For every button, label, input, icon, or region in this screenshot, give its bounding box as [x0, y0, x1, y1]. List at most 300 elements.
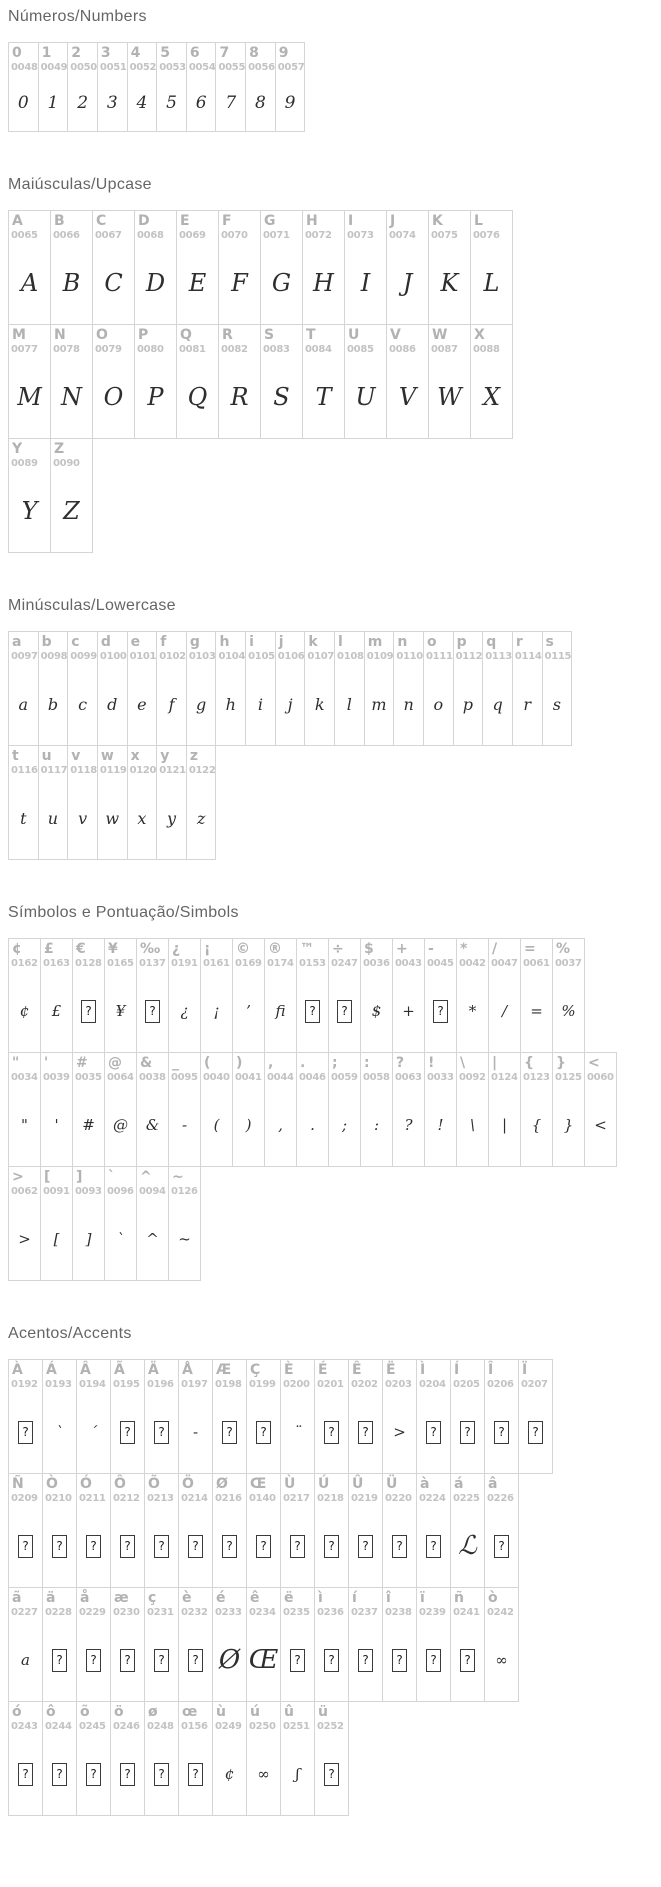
char-label: %	[556, 941, 571, 957]
glyph-cell	[349, 1588, 383, 1702]
glyph-cell	[246, 632, 276, 746]
glyph-cell	[179, 1474, 213, 1588]
missing-glyph-icon: ?	[154, 1763, 169, 1786]
char-code: 0080	[137, 344, 164, 355]
glyph-sample	[145, 1619, 178, 1701]
char-label: ö	[114, 1704, 124, 1720]
glyph-table-row	[8, 1473, 519, 1588]
glyph-sample	[425, 970, 456, 1052]
glyph-cell	[169, 1053, 201, 1167]
char-code: 0085	[347, 344, 374, 355]
glyph-cell	[111, 1474, 145, 1588]
glyph-cell	[233, 1053, 265, 1167]
char-label: 5	[160, 45, 170, 61]
char-label: x	[130, 748, 140, 764]
glyph-cell	[219, 325, 261, 439]
char-label: 8	[249, 45, 259, 61]
missing-glyph-icon: ?	[18, 1763, 33, 1786]
char-code: 0235	[283, 1607, 310, 1618]
glyph-sample: 7	[225, 92, 237, 113]
glyph-sample	[77, 1505, 110, 1587]
char-label: C	[96, 213, 107, 229]
char-label: b	[41, 634, 52, 650]
char-code: 0070	[221, 230, 248, 241]
glyph-sample	[383, 1505, 416, 1587]
glyph-cell	[9, 1702, 43, 1816]
char-code: 0140	[249, 1493, 276, 1504]
missing-glyph-icon: ?	[337, 1000, 352, 1023]
char-code: 0236	[317, 1607, 344, 1618]
glyph-cell	[145, 1360, 179, 1474]
char-label: '	[44, 1055, 49, 1071]
char-label: K	[432, 213, 443, 229]
char-code: 0116	[11, 765, 38, 776]
glyph-sample: o	[433, 694, 444, 714]
glyph-cell	[51, 211, 93, 325]
char-label: ä	[46, 1590, 56, 1606]
char-label: L	[474, 213, 483, 229]
glyph-sample: P	[147, 383, 164, 411]
glyph-cell	[485, 1474, 519, 1588]
char-label: B	[54, 213, 65, 229]
missing-glyph-icon: ?	[358, 1649, 373, 1672]
char-label: ë	[284, 1590, 294, 1606]
char-code: 0042	[459, 958, 486, 969]
glyph-cell	[261, 211, 303, 325]
missing-glyph-icon: ?	[120, 1763, 135, 1786]
glyph-cell	[43, 1474, 77, 1588]
glyph-cell	[169, 939, 201, 1053]
glyph-table-row	[8, 938, 585, 1053]
char-code: 0239	[419, 1607, 446, 1618]
glyph-cell	[213, 1360, 247, 1474]
char-label: á	[454, 1476, 464, 1492]
glyph-cell	[261, 325, 303, 439]
char-code: 0202	[351, 1379, 378, 1390]
glyph-cell	[233, 939, 265, 1053]
glyph-cell	[9, 1474, 43, 1588]
char-code: 0216	[215, 1493, 242, 1504]
glyph-cell	[97, 43, 127, 132]
char-label: t	[12, 748, 19, 764]
char-code: 0098	[40, 651, 68, 662]
char-label: O	[96, 327, 108, 343]
glyph-sample	[43, 1505, 76, 1587]
glyph-sample	[315, 1505, 348, 1587]
missing-glyph-icon: ?	[145, 1000, 160, 1023]
char-code: 0035	[75, 1072, 102, 1083]
glyph-cell	[43, 1588, 77, 1702]
glyph-sample	[213, 1391, 246, 1473]
section-title: Símbolos e Pontuação/Simbols	[8, 904, 239, 921]
char-code: 0086	[389, 344, 416, 355]
missing-glyph-icon: ?	[460, 1649, 475, 1672]
char-label: &	[140, 1055, 153, 1071]
section-upcase	[8, 176, 661, 553]
glyph-cell	[179, 1588, 213, 1702]
char-label: ó	[12, 1704, 22, 1720]
glyph-cell	[305, 632, 335, 746]
char-code: 0209	[11, 1493, 38, 1504]
char-code: 0212	[113, 1493, 140, 1504]
char-code: 0089	[11, 458, 38, 469]
glyph-sample: 8	[255, 92, 266, 113]
glyph-sample	[247, 1391, 280, 1473]
glyph-cell	[303, 325, 345, 439]
glyph-cell	[169, 1167, 201, 1281]
char-code: 0052	[129, 62, 157, 73]
char-label: r	[515, 634, 523, 650]
glyph-cell	[303, 211, 345, 325]
glyph-sample: 0	[17, 92, 29, 113]
char-label: J	[390, 213, 396, 229]
glyph-sample: £	[51, 1002, 62, 1020]
char-label: Ë	[386, 1362, 396, 1378]
missing-glyph-icon: ?	[290, 1535, 305, 1558]
glyph-cell	[68, 746, 98, 860]
glyph-sample: N	[61, 383, 82, 411]
glyph-sample: U	[355, 383, 376, 411]
char-label: ñ	[454, 1590, 464, 1606]
char-code: 0040	[203, 1072, 230, 1083]
glyph-sample: S	[273, 383, 290, 411]
glyph-sample: f	[168, 694, 175, 714]
glyph-cell	[213, 1474, 247, 1588]
glyph-cell	[451, 1474, 485, 1588]
glyph-cell	[216, 632, 246, 746]
glyph-cell	[105, 1053, 137, 1167]
glyph-sample	[417, 1505, 450, 1587]
char-code: 0096	[107, 1186, 134, 1197]
char-label: ÷	[332, 941, 344, 957]
char-label: Æ	[216, 1362, 232, 1378]
char-label: ~	[172, 1169, 184, 1185]
glyph-sample: &	[145, 1116, 160, 1134]
char-code: 0247	[331, 958, 358, 969]
glyph-sample: x	[137, 808, 147, 828]
glyph-cell	[9, 211, 51, 325]
glyph-table-row	[8, 1166, 201, 1281]
missing-glyph-icon: ?	[324, 1535, 339, 1558]
char-code: 0123	[523, 1072, 550, 1083]
char-label: F	[222, 213, 232, 229]
glyph-cell	[77, 1474, 111, 1588]
glyph-cell	[93, 211, 135, 325]
char-label: w	[100, 748, 114, 764]
char-code: 0103	[188, 651, 216, 662]
glyph-cell	[9, 632, 39, 746]
char-code: 0100	[99, 651, 127, 662]
glyph-cell	[179, 1702, 213, 1816]
glyph-cell	[38, 632, 68, 746]
char-code: 0122	[188, 765, 216, 776]
char-code: 0036	[363, 958, 390, 969]
missing-glyph-icon: ?	[154, 1421, 169, 1444]
glyph-cell	[281, 1588, 315, 1702]
char-label: {	[524, 1055, 534, 1071]
char-label: [	[44, 1169, 51, 1185]
section-title: Minúsculas/Lowercase	[8, 597, 176, 614]
char-label: 1	[41, 45, 52, 61]
glyph-table-row	[8, 42, 305, 132]
char-label: T	[306, 327, 316, 343]
missing-glyph-icon: ?	[86, 1763, 101, 1786]
glyph-sample	[179, 1619, 212, 1701]
char-code: 0050	[70, 62, 97, 73]
char-code: 0105	[248, 651, 275, 662]
char-label: "	[12, 1055, 20, 1071]
glyph-cell	[329, 1053, 361, 1167]
char-label: |	[492, 1055, 498, 1071]
glyph-sample	[281, 1619, 314, 1701]
glyph-cell	[157, 632, 187, 746]
glyph-cell	[361, 1053, 393, 1167]
glyph-sample: ʃ	[295, 1765, 300, 1783]
glyph-sample: fi	[275, 1002, 286, 1020]
char-code: 0234	[249, 1607, 276, 1618]
char-label: œ	[182, 1704, 198, 1720]
glyph-sample: (	[213, 1116, 220, 1134]
glyph-cell	[451, 1588, 485, 1702]
char-code: 0226	[487, 1493, 514, 1504]
char-label: ¢	[12, 941, 22, 957]
char-code: 0192	[11, 1379, 38, 1390]
glyph-sample: D	[145, 269, 166, 297]
glyph-sample: 2	[77, 92, 89, 113]
glyph-cell	[186, 43, 216, 132]
glyph-cell	[247, 1588, 281, 1702]
glyph-sample: |	[501, 1116, 508, 1134]
glyph-cell	[247, 1474, 281, 1588]
missing-glyph-icon: ?	[120, 1421, 135, 1444]
char-label: \	[460, 1055, 466, 1071]
char-code: 0077	[11, 344, 38, 355]
char-code: 0058	[363, 1072, 390, 1083]
glyph-cell	[315, 1588, 349, 1702]
char-code: 0241	[453, 1607, 480, 1618]
char-label: 0	[12, 45, 22, 61]
missing-glyph-icon: ?	[426, 1421, 441, 1444]
missing-glyph-icon: ?	[256, 1421, 271, 1444]
char-label: j	[278, 634, 284, 650]
char-label: û	[284, 1704, 294, 1720]
char-code: 0081	[179, 344, 206, 355]
glyph-sample: 9	[284, 92, 296, 113]
char-label: 2	[71, 45, 82, 61]
glyph-sample: q	[492, 694, 503, 714]
char-code: 0196	[147, 1379, 174, 1390]
char-code: 0113	[485, 651, 512, 662]
glyph-cell	[135, 211, 177, 325]
char-label: ]	[76, 1169, 83, 1185]
char-label: E	[180, 213, 190, 229]
char-label: }	[556, 1055, 566, 1071]
missing-glyph-icon: ?	[392, 1535, 407, 1558]
glyph-cell	[315, 1474, 349, 1588]
missing-glyph-icon: ?	[18, 1421, 33, 1444]
glyph-table-row	[8, 324, 513, 439]
char-label: â	[488, 1476, 498, 1492]
char-code: 0033	[427, 1072, 454, 1083]
char-code: 0061	[523, 958, 550, 969]
glyph-cell	[485, 1360, 519, 1474]
missing-glyph-icon: ?	[433, 1000, 448, 1023]
char-label: h	[219, 634, 230, 650]
section-title: Maiúsculas/Upcase	[8, 176, 152, 193]
glyph-sample: Ø	[218, 1645, 241, 1675]
char-label: *	[460, 941, 468, 957]
glyph-cell	[177, 325, 219, 439]
char-code: 0120	[129, 765, 157, 776]
char-label: £	[44, 941, 54, 957]
char-code: 0041	[235, 1072, 262, 1083]
glyph-cell	[51, 439, 93, 553]
glyph-cell	[145, 1702, 179, 1816]
char-label: m	[367, 634, 383, 650]
glyph-sample: p	[462, 694, 474, 714]
char-label: `	[108, 1169, 115, 1185]
char-code: 0228	[45, 1607, 72, 1618]
glyph-cell	[201, 1053, 233, 1167]
char-label: e	[130, 634, 141, 650]
char-label: V	[390, 327, 401, 343]
glyph-sample: h	[225, 694, 236, 714]
char-label: H	[306, 213, 318, 229]
glyph-cell	[364, 632, 394, 746]
char-code: 0229	[79, 1607, 106, 1618]
char-label: ù	[216, 1704, 226, 1720]
char-code: 0153	[299, 958, 326, 969]
glyph-sample	[485, 1391, 518, 1473]
glyph-table-row	[8, 1052, 617, 1167]
char-label: Q	[180, 327, 192, 343]
glyph-cell	[9, 43, 39, 132]
glyph-sample: 1	[47, 92, 59, 113]
missing-glyph-icon: ?	[494, 1535, 509, 1558]
glyph-sample: r	[523, 694, 532, 714]
glyph-sample	[77, 1619, 110, 1701]
char-code: 0078	[53, 344, 80, 355]
glyph-cell	[177, 211, 219, 325]
char-code: 0046	[299, 1072, 326, 1083]
glyph-sample	[349, 1391, 382, 1473]
glyph-cell	[425, 1053, 457, 1167]
char-label: å	[80, 1590, 90, 1606]
glyph-sample: a	[18, 694, 29, 714]
char-code: 0069	[179, 230, 206, 241]
glyph-cell	[247, 1702, 281, 1816]
char-label: æ	[114, 1590, 129, 1606]
glyph-sample	[213, 1505, 246, 1587]
char-label: ?	[396, 1055, 405, 1071]
char-code: 0201	[317, 1379, 344, 1390]
char-label: <	[588, 1055, 600, 1071]
char-code: 0213	[147, 1493, 174, 1504]
glyph-sample: ^	[146, 1230, 159, 1248]
char-label: a	[12, 634, 22, 650]
glyph-cell	[417, 1360, 451, 1474]
char-code: 0231	[147, 1607, 174, 1618]
char-code: 0072	[305, 230, 332, 241]
glyph-cell	[265, 1053, 297, 1167]
glyph-table-row	[8, 438, 93, 553]
char-label: Ò	[46, 1476, 58, 1492]
glyph-sample	[43, 1619, 76, 1701]
missing-glyph-icon: ?	[358, 1535, 373, 1558]
glyph-cell	[349, 1474, 383, 1588]
char-label: g	[189, 634, 200, 650]
char-label: (	[204, 1055, 211, 1071]
char-label: ™	[300, 941, 314, 957]
glyph-table-row	[8, 631, 572, 746]
char-code: 0193	[45, 1379, 72, 1390]
char-code: 0233	[215, 1607, 242, 1618]
char-code: 0106	[277, 651, 305, 662]
char-label: Î	[488, 1362, 494, 1378]
char-code: 0128	[75, 958, 102, 969]
char-code: 0076	[473, 230, 500, 241]
char-label: í	[352, 1590, 357, 1606]
char-code: 0114	[514, 651, 542, 662]
glyph-cell	[186, 632, 216, 746]
char-code: 0068	[137, 230, 164, 241]
char-code: 0220	[385, 1493, 412, 1504]
char-label: Ï	[522, 1362, 528, 1378]
glyph-cell	[111, 1360, 145, 1474]
char-label: ^	[140, 1169, 152, 1185]
glyph-sample: R	[230, 383, 249, 411]
char-code: 0252	[317, 1721, 344, 1732]
char-code: 0194	[79, 1379, 106, 1390]
section-accents	[8, 1325, 661, 1816]
char-code: 0205	[453, 1379, 480, 1390]
glyph-cell	[451, 1360, 485, 1474]
char-code: 0206	[487, 1379, 514, 1390]
glyph-cell	[519, 1360, 553, 1474]
glyph-sample: Y	[21, 497, 38, 525]
glyph-cell	[157, 746, 187, 860]
glyph-cell	[383, 1360, 417, 1474]
glyph-sample: ]	[85, 1230, 92, 1248]
glyph-sample	[329, 970, 360, 1052]
glyph-cell	[9, 325, 51, 439]
glyph-cell	[9, 1360, 43, 1474]
glyph-cell	[219, 211, 261, 325]
glyph-cell	[105, 939, 137, 1053]
char-label: Õ	[148, 1476, 160, 1492]
glyph-cell	[68, 43, 98, 132]
glyph-sample: )	[245, 1116, 252, 1134]
char-label: D	[138, 213, 150, 229]
glyph-sample: `	[55, 1423, 64, 1441]
glyph-sample: =	[530, 1002, 543, 1020]
glyph-cell	[471, 325, 513, 439]
glyph-sample: O	[103, 383, 124, 411]
missing-glyph-icon: ?	[81, 1000, 96, 1023]
glyph-sample: b	[47, 694, 59, 714]
char-label: A	[12, 213, 23, 229]
glyph-sample: I	[360, 269, 371, 297]
missing-glyph-icon: ?	[120, 1649, 135, 1672]
glyph-sample: ¢	[19, 1002, 30, 1020]
missing-glyph-icon: ?	[188, 1763, 203, 1786]
char-label: v	[71, 748, 81, 764]
glyph-cell	[9, 1053, 41, 1167]
glyph-cell	[553, 939, 585, 1053]
char-label: @	[108, 1055, 122, 1071]
glyph-cell	[105, 1167, 137, 1281]
glyph-cell	[213, 1702, 247, 1816]
